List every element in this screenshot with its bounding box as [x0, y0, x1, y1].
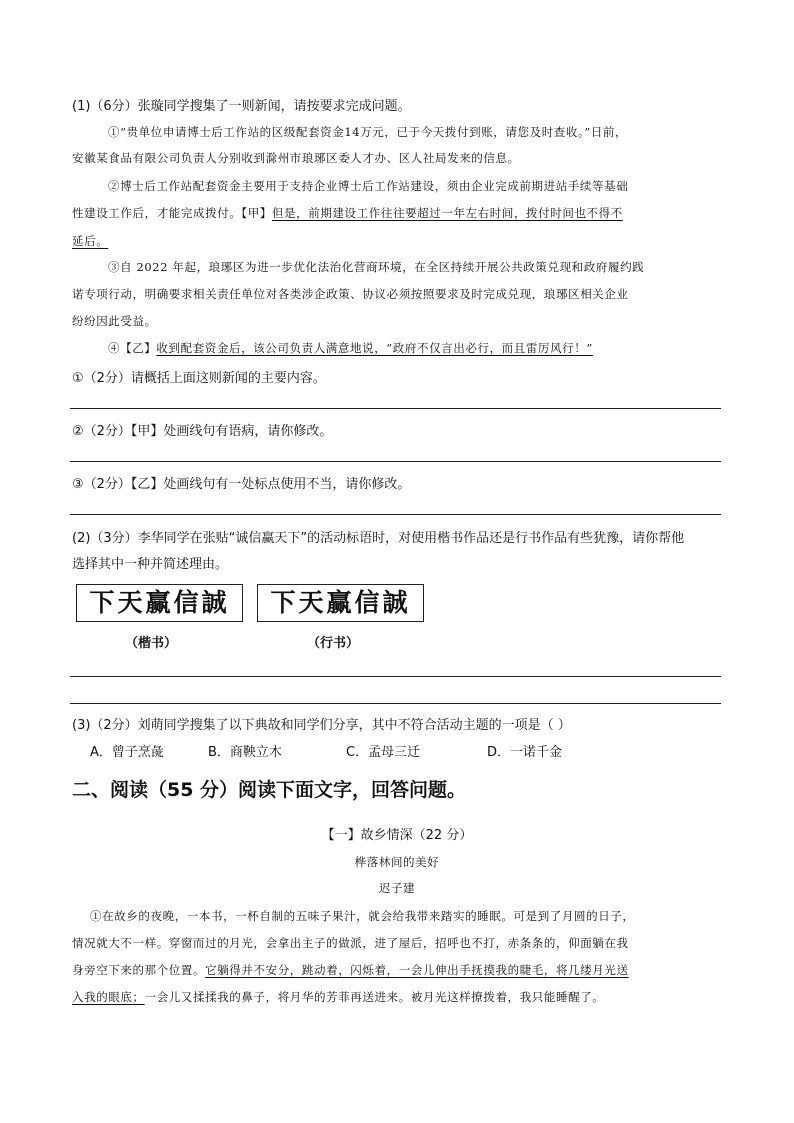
article-line-2: 情况就大不一样。穿窗而过的月光，会拿出主子的做派，进了屋后，招呼也不打，赤条条的，仰面躺在我 — [72, 936, 629, 950]
q3-option-b: B．商鞅立木 — [208, 745, 282, 760]
calligraphy-box-kaishu: 下天赢信誠 — [76, 584, 243, 622]
answer-line-4 — [70, 676, 721, 677]
article-underlined-sentence: 它躺得并不安分，跳动着，闪烁着，一会儿伸出手抚摸我的睫毛，将几缕月光送 — [205, 963, 629, 977]
calligraphy-box-xingshu: 下天赢信誠 — [257, 584, 424, 622]
sub-question-1: ①（2分）请概括上面这则新闻的主要内容。 — [72, 371, 326, 386]
answer-line-1 — [70, 408, 721, 409]
q2-line1: (2)（3分）李华同学在张贴“诚信赢天下”的活动标语时，对使用楷书作品还是行书作品有些犹豫，请你帮他 — [72, 531, 685, 546]
answer-line-2 — [70, 461, 721, 462]
answer-line-3 — [70, 514, 721, 515]
section-2-title: 二、阅读（55 分）阅读下面文字，回答问题。 — [72, 779, 467, 801]
sub-question-3: ③（2分）【乙】处画线句有一处标点使用不当，请你修改。 — [72, 477, 411, 492]
news-p4 — [108, 340, 593, 356]
news-p2-line1: ②博士后工作站配套资金主要用于支持企业博士后工作站建设，须由企业完成前期进站手续等基础 — [108, 179, 629, 193]
news-p1-line2: 安徽某食品有限公司负责人分别收到滁州市琅琊区委人才办、区人社局发来的信息。 — [72, 151, 520, 165]
answer-line-5 — [70, 703, 721, 704]
article-line-4-plain: 一会儿又揉揉我的鼻子，将月华的芳菲再送进来。被月光这样撩拨着，我只能睡醒了。 — [144, 990, 605, 1004]
news-p4-label: ④【乙】 — [108, 341, 157, 355]
q3-option-a: A．曾子烹彘 — [90, 745, 164, 760]
underlined-sentence-jia: 但是，前期建设工作往往要超过一年左右时间，拨付时间也不得不 — [271, 206, 623, 220]
q3-option-d: D．一诺千金 — [487, 745, 563, 760]
news-p3-line2: 诺专项行动，明确要求相关责任单位对各类涉企政策、协议必须按照要求及时完成兑现，琅琊区相关企业 — [72, 287, 629, 301]
article-line-3 — [72, 962, 629, 978]
article-line-1: ①在故乡的夜晚，一本书，一杯自制的五味子果汁，就会给我带来踏实的睡眠。可是到了月圆的日子， — [90, 909, 635, 923]
q1-header: (1)（6分）张璇同学搜集了一则新闻，请按要求完成问题。 — [72, 99, 411, 114]
article-line-4 — [72, 989, 604, 1005]
q3-option-c: C．孟母三迁 — [346, 745, 421, 760]
news-p2-plain: 性建设工作后，才能完成拨付。【甲】 — [72, 206, 272, 220]
q2-line2: 选择其中一种并简述理由。 — [72, 557, 229, 572]
underlined-sentence-yi: 收到配套资金后，该公司负责人满意地说，“政府不仅言出必行，而且雷厉风行！” — [156, 341, 593, 355]
q3-question: (3)（2分）刘萌同学搜集了以下典故和同学们分享，其中不符合活动主题的一项是（ ） — [72, 718, 571, 733]
part-1-label: 【一】故乡情深（22 分） — [321, 828, 473, 843]
news-p3-line3: 纷纷因此受益。 — [72, 314, 157, 328]
sub-question-2: ②（2分）【甲】处画线句有语病，请你修改。 — [72, 424, 333, 439]
caption-kaishu: （楷书） — [125, 636, 178, 651]
article-underlined-sentence-end: 入我的眼底； — [72, 990, 145, 1004]
underlined-sentence-jia-end: 延后。 — [72, 234, 109, 248]
news-p2-line2 — [72, 205, 623, 221]
news-p3-line1: ③自 2022 年起，琅琊区为进一步优化法治化营商环境，在全区持续开展公共政策兑现和政府履约践 — [108, 260, 645, 274]
article-author: 迟子建 — [378, 881, 416, 895]
caption-xingshu: （行书） — [307, 636, 360, 651]
article-title: 桦落林间的美好 — [354, 855, 440, 869]
article-line-3-plain: 身旁空下来的那个位置。 — [72, 963, 206, 977]
news-p1-line1: ①“贵单位申请博士后工作站的区级配套资金14万元，已于今天拨付到账，请您及时查收。”日前， — [108, 125, 628, 139]
